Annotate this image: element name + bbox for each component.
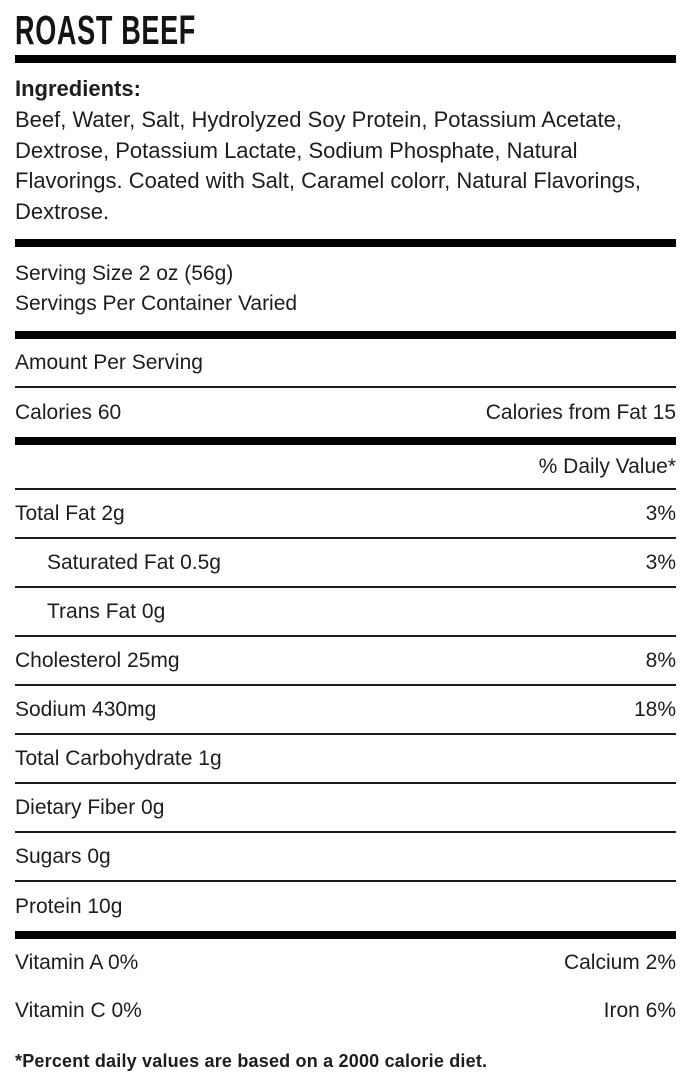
daily-value-footnote: *Percent daily values are based on a 2000 calorie diet. [15,1051,488,1071]
thick-divider [15,931,676,939]
thick-divider [15,331,676,339]
ingredients-text: Beef, Water, Salt, Hydrolyzed Soy Protein, Potassium Acetate, Dextrose, Potassium Lactate, Sodium Phosphate, Natural Flavorings. Coated with Salt, Caramel colorr, Natural Flavorings, Dextrose. [15,107,642,224]
nutrient-name: Total Carbohydrate 1g [15,746,222,770]
product-title [15,0,676,53]
nutrient-row-trans-fat [15,588,676,637]
nutrient-dv: 18% [633,697,676,721]
daily-value-header: % Daily Value* [538,454,676,478]
thick-divider [15,239,676,247]
nutrient-name: Protein 10g [15,894,123,918]
vitamin-row-a-calcium [15,939,676,987]
ingredients-heading: Ingredients: [15,76,141,101]
nutrient-name: Total Fat 2g [15,501,125,525]
amount-per-serving-label: Amount Per Serving [15,350,203,374]
nutrient-row-sugars [15,833,676,882]
thick-divider [15,55,676,63]
nutrient-dv: 3% [645,550,676,574]
vitamin-left: Vitamin A 0% [15,951,139,974]
amount-per-serving-row [15,339,676,388]
calories-row [15,388,676,437]
nutrient-row-saturated-fat [15,539,676,588]
nutrient-name: Trans Fat 0g [47,599,166,623]
servings-per-container: Servings Per Container Varied [15,292,298,315]
nutrient-row-sodium [15,686,676,735]
nutrient-dv: 8% [645,648,676,672]
nutrient-row-protein [15,882,676,931]
nutrient-row-total-fat [15,490,676,539]
calories-from-fat-value: Calories from Fat 15 [485,400,676,424]
nutrient-row-total-carbohydrate [15,735,676,784]
calories-value: Calories 60 [15,400,122,424]
serving-size: Serving Size 2 oz (56g) [15,262,234,285]
vitamin-right: Calcium 2% [563,951,676,974]
nutrient-row-dietary-fiber [15,784,676,833]
nutrient-name: Saturated Fat 0.5g [47,550,221,574]
nutrient-name: Sodium 430mg [15,697,157,721]
daily-value-header-row [15,445,676,490]
nutrient-name: Sugars 0g [15,844,111,868]
nutrient-row-cholesterol [15,637,676,686]
vitamin-left: Vitamin C 0% [15,999,142,1022]
ingredients-section [15,63,676,239]
vitamin-right: Iron 6% [603,999,676,1022]
serving-section [15,247,676,331]
thick-divider [15,437,676,445]
product-title-text: ROAST BEEF [15,6,197,53]
nutrient-name: Dietary Fiber 0g [15,795,165,819]
vitamin-row-c-iron [15,987,676,1035]
nutrient-dv: 3% [645,501,676,525]
nutrient-name: Cholesterol 25mg [15,648,180,672]
